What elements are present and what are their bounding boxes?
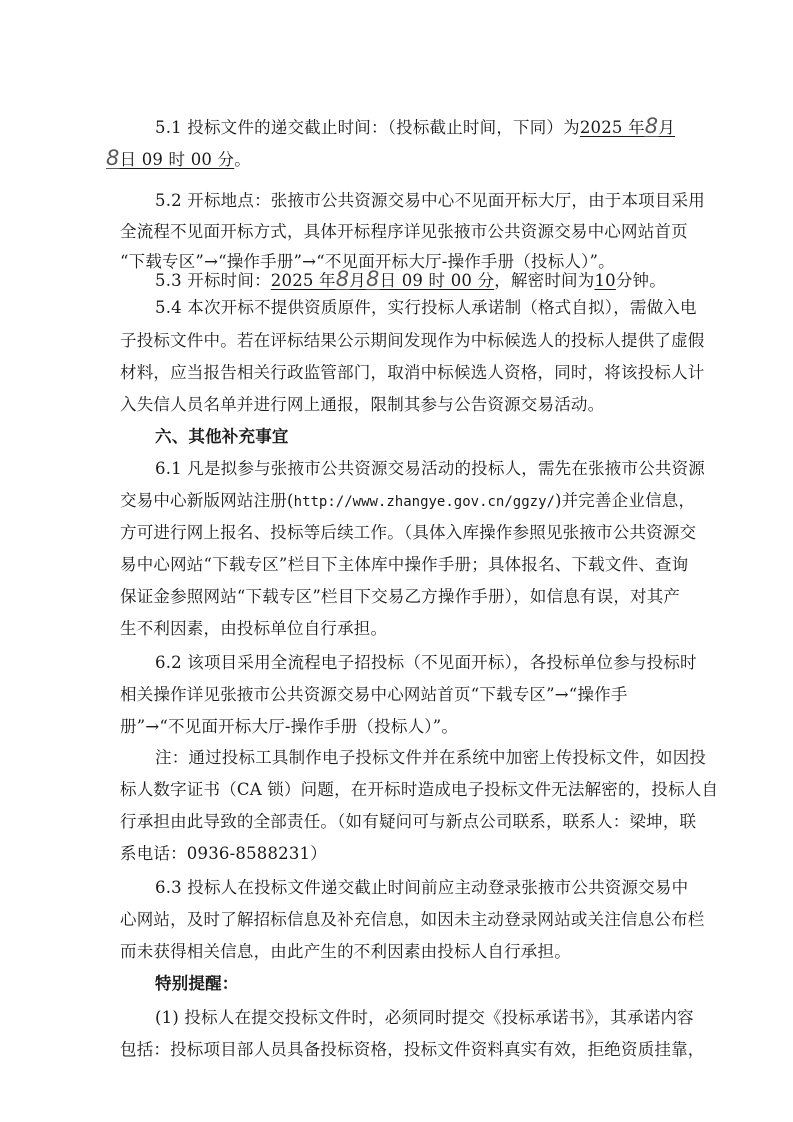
note-line-1: 注：通过投标工具制作电子投标文件并在系统中加密上传投标文件，如因投 bbox=[155, 748, 707, 767]
clause-5-3-line bbox=[155, 264, 666, 294]
decrypt-minutes: 10 bbox=[594, 271, 616, 290]
clause-5-2-line-2: 全流程不见面开标方式，具体开标程序详见张掖市公共资源交易中心网站首页 bbox=[120, 222, 688, 241]
clause-5-2-line-3: “下载专区”→“操作手册”→“不见面开标大厅-操作手册（投标人）”。 bbox=[120, 252, 615, 271]
clause-6-1-line-5: 保证金参照网站“下载专区”栏目下交易乙方操作手册），如信息有误，对其产 bbox=[120, 587, 681, 606]
open-month-label: 月 bbox=[349, 271, 366, 290]
clause-5-1-line-1 bbox=[155, 111, 675, 141]
handwritten-day: 8 bbox=[106, 146, 120, 170]
month-label: 月 bbox=[658, 118, 676, 137]
handwritten-open-month: 8 bbox=[335, 267, 350, 291]
clause-5-4-line-2: 子投标文件中。若在评标结果公示期间发现作为中标候选人的投标人提供了虚假 bbox=[120, 331, 705, 350]
clause-6-3-line-2: 心网站，及时了解招标信息及补充信息，如因未主动登录网站或关注信息公布栏 bbox=[120, 910, 705, 929]
clause-6-2-line-1: 6.2 该项目采用全流程电子招投标（不见面开标），各投标单位参与投标时 bbox=[155, 653, 697, 672]
open-time: 日 09 时 00 分 bbox=[379, 271, 495, 290]
clause-5-2-line-1: 5.2 开标地点：张掖市公共资源交易中心不见面开标大厅，由于本项目采用 bbox=[155, 191, 705, 210]
clause-6-1-line-3: 方可进行网上报名、投标等后续工作。（具体入库操作参照见张掖市公共资源交 bbox=[120, 523, 697, 542]
handwritten-open-day: 8 bbox=[366, 267, 380, 291]
clause-5-4-line-3: 材料，应当报告相关行政监管部门，取消中标候选人资格，同时，将该投标人计 bbox=[120, 363, 705, 382]
note-line-2: 标人数字证书（CA 锁）问题，在开标时造成电子投标文件无法解密的，投标人自 bbox=[120, 780, 719, 799]
note-line-4: 系电话：0936-8588231） bbox=[120, 844, 327, 863]
deadline-time: 日 09 时 00 分 bbox=[119, 150, 235, 169]
clause-5-1-text: 5.1 投标文件的递交截止时间：（投标截止时间，下同）为 bbox=[155, 118, 580, 137]
clause-5-4-line-4: 入失信人员名单并进行网上通报，限制其参与公告资源交易活动。 bbox=[120, 395, 605, 414]
clause-6-1-line-1: 6.1 凡是拟参与张掖市公共资源交易活动的投标人，需先在张掖市公共资源 bbox=[155, 459, 705, 478]
minutes-label: 分钟。 bbox=[615, 271, 666, 290]
decrypt-text: ，解密时间为 bbox=[494, 271, 595, 290]
clause-6-2-line-3: 册”→“不见面开标大厅-操作手册（投标人）”。 bbox=[120, 717, 459, 736]
handwritten-month: 8 bbox=[644, 114, 659, 138]
clause-6-1-line-2 bbox=[120, 486, 695, 516]
section-six-heading: 六、其他补充事宜 bbox=[155, 427, 289, 446]
deadline-year: 2025 年 bbox=[579, 118, 645, 137]
clause-5-1-line-2 bbox=[106, 143, 251, 173]
reminder-item-1-line-1: (1) 投标人在提交投标文件时，必须同时提交《投标承诺书》，其承诺内容 bbox=[155, 1008, 694, 1027]
clause-6-3-line-1: 6.3 投标人在投标文件递交截止时间前应主动登录张掖市公共资源交易中 bbox=[155, 878, 689, 897]
clause-6-2-line-2: 相关操作详见张掖市公共资源交易中心网站首页“下载专区”→“操作手 bbox=[120, 685, 628, 704]
website-url: http://www.zhangye.gov.cn/ggzy/ bbox=[293, 494, 555, 510]
clause-6-1-line-4: 易中心网站“下载专区”栏目下主体库中操作手册；具体报名、下载文件、查询 bbox=[120, 555, 689, 574]
reminder-item-1-line-2: 包括：投标项目部人员具备投标资格，投标文件资料真实有效，拒绝资质挂靠， bbox=[120, 1040, 705, 1059]
clause-6-1-line-6: 生不利因素，由投标单位自行承担。 bbox=[120, 619, 388, 638]
note-line-3: 行承担由此导致的全部责任。（如有疑问可与新点公司联系，联系人：梁坤，联 bbox=[120, 812, 697, 831]
registration-text: 交易中心新版网站注册( bbox=[120, 491, 294, 510]
special-reminder-heading: 特别提醒： bbox=[155, 974, 239, 993]
open-year: 2025 年 bbox=[270, 271, 336, 290]
clause-5-4-line-1: 5.4 本次开标不提供资质原件，实行投标人承诺制（格式自拟），需做入电 bbox=[155, 298, 697, 317]
clause-5-3-text: 5.3 开标时间： bbox=[155, 271, 271, 290]
clause-6-3-line-3: 而未获得相关信息，由此产生的不利因素由投标人自行承担。 bbox=[120, 942, 571, 961]
period: 。 bbox=[234, 150, 251, 169]
registration-text-end: )并完善企业信息， bbox=[554, 491, 696, 510]
